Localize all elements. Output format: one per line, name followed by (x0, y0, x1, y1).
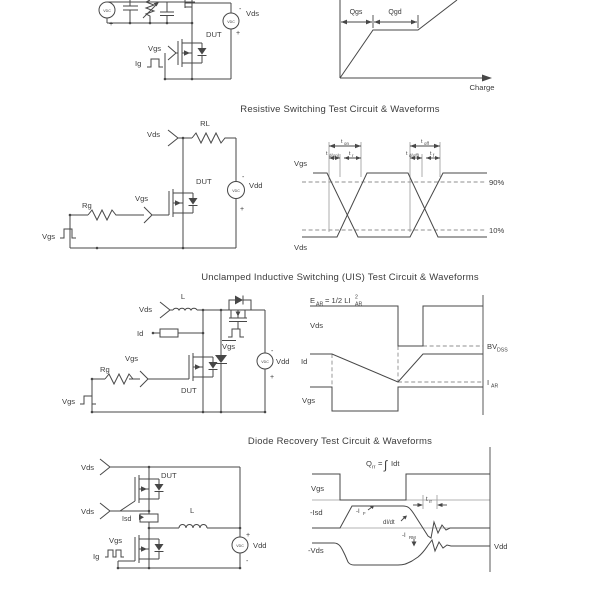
diode-wave-guides (312, 447, 490, 572)
ig-label: Ig (93, 552, 100, 561)
vds-trace-label: Vds (310, 321, 324, 330)
vds-label: Vds (246, 9, 260, 18)
vgs-label: Vgs (148, 44, 162, 53)
p90-label: 90% (489, 178, 505, 187)
t-d-on-label: t (326, 151, 328, 157)
ear-formula-sup: 2 (355, 294, 358, 301)
vds-trace-label: Vds (294, 243, 308, 252)
ear-formula-e: E (310, 296, 316, 305)
iar-sub: AR (491, 383, 499, 390)
resistive-traces (302, 173, 487, 237)
if-sub: F (363, 511, 366, 516)
gate-charge-circuit-diagram (55, 0, 275, 85)
vgs-drive-label: Vgs (62, 397, 76, 406)
dut-label: DUT (206, 30, 222, 39)
diode-section-title: Diode Recovery Test Circuit & Waveforms (247, 436, 433, 447)
t-off-label: t (421, 139, 423, 145)
vdd-level-label: Vdd (494, 542, 508, 551)
qrr-formula-q: Q (366, 459, 372, 468)
qgd-label: Qgd (388, 9, 402, 16)
ear-formula-e-sub: AR (316, 301, 324, 308)
diode-wave-traces (312, 474, 490, 565)
vdd-label: Vdd (253, 541, 267, 550)
l-label: L (180, 292, 186, 301)
p10-label: 10% (489, 226, 505, 235)
minus-label: - (242, 174, 245, 181)
bvdss-sub: DSS (497, 347, 508, 354)
uis-circuit-diagram (25, 285, 295, 420)
dut-label: DUT (181, 386, 197, 395)
uis-guides (332, 295, 483, 415)
plus-label: + (236, 30, 241, 37)
gate-charge-waveform (330, 0, 505, 95)
plus-label: + (270, 374, 275, 381)
dut-label: DUT (161, 471, 177, 480)
if-label: -I (356, 509, 360, 515)
vgs-drive-label: Vgs (42, 232, 56, 241)
qrr-formula-sub: rr (372, 464, 376, 471)
t-on-sub: on (344, 141, 349, 146)
t-f-label: t (430, 151, 432, 157)
resistive-waveform (290, 130, 515, 270)
resistive-dimensions (329, 144, 440, 160)
diode-recovery-waveform (300, 445, 515, 585)
dut-label: DUT (196, 177, 212, 186)
t-r-sub: r (352, 153, 354, 158)
t-d-on-sub: d(on) (329, 153, 340, 158)
l-label: L (190, 506, 195, 515)
t-off-sub: off (424, 141, 429, 146)
uis-traces (310, 306, 483, 411)
vdc-source-label: VDC (227, 20, 235, 24)
qrr-formula-idt: Idt (391, 459, 400, 468)
vdc-source-label: VDC (103, 9, 111, 13)
minus-label: - (246, 558, 249, 565)
gate-charge-axes (340, 0, 492, 82)
vds-probe-label: Vds (147, 130, 161, 139)
vdc-source-label: VDC (232, 189, 240, 193)
trr-sub: rr (429, 499, 432, 504)
ear-formula-eq-sub: AR (355, 301, 363, 308)
irm-label: -I (402, 533, 406, 539)
minus-label: - (239, 6, 242, 13)
t-d-off-sub: d(off) (409, 153, 420, 158)
vdd-label: Vdd (249, 181, 263, 190)
id-label: Id (137, 329, 144, 338)
resistive-wires (60, 130, 245, 249)
vds-trace-label: -Vds (308, 546, 324, 555)
t-r-label: t (349, 151, 351, 157)
clamp-gate-label: Vgs (222, 342, 236, 351)
didt-label: dI/dt (383, 520, 395, 526)
vdc-source-label: VDC (236, 544, 244, 548)
diode-recovery-circuit-diagram (55, 450, 290, 595)
plus-label: + (246, 532, 251, 539)
resistive-section-title: Resistive Switching Test Circuit & Waveforms (240, 104, 440, 115)
plus-label: + (109, 21, 114, 28)
isd-label: Isd (122, 516, 132, 523)
t-d-off-label: t (406, 151, 408, 157)
rl-label: RL (200, 119, 210, 128)
rg-label: Rg (100, 365, 110, 374)
ear-formula-eq: = 1/2 LI (325, 296, 351, 305)
t-on-label: t (341, 139, 343, 145)
plus-label: + (240, 206, 245, 213)
rg-label: Rg (82, 201, 92, 210)
vgs-trace-label: Vgs (294, 159, 308, 168)
vdd-label: Vdd (276, 357, 290, 366)
vdc-source-label: VDC (261, 360, 269, 364)
id-trace-label: Id (301, 357, 308, 366)
uis-wires (80, 296, 273, 414)
irm-sub: RM (409, 535, 416, 540)
vgs-trace-label: Vgs (311, 484, 325, 493)
vds-top-probe-label: Vds (81, 463, 95, 472)
vds-mid-probe-label: Vds (81, 507, 95, 516)
uis-section-title: Unclamped Inductive Switching (UIS) Test Circuit & Waveforms (201, 272, 479, 283)
gate-charge-wires (99, 0, 239, 80)
iar-label: I (487, 378, 490, 387)
qrr-formula-integral: ∫ (384, 458, 388, 472)
charge-axis-label: Charge (469, 83, 495, 92)
vgs-probe-label: Vgs (125, 354, 139, 363)
vds-probe-label: Vds (139, 305, 153, 314)
diode-wave-annotations (368, 495, 447, 547)
ig-label: Ig (135, 59, 142, 68)
resistive-circuit-diagram (40, 112, 280, 262)
qgs-label: Qgs (349, 9, 363, 16)
isd-trace-label: -Isd (310, 508, 323, 517)
vgs-probe-label: Vgs (135, 194, 149, 203)
uis-waveform (295, 290, 510, 420)
bvdss-label: BV (487, 342, 498, 351)
qrr-formula-eq: = (378, 459, 383, 468)
t-f-sub: f (433, 153, 435, 158)
vgs-label: Vgs (109, 536, 123, 545)
minus-label: - (271, 348, 274, 355)
trr-label: t (426, 497, 428, 503)
vgs-trace-label: Vgs (302, 396, 316, 405)
